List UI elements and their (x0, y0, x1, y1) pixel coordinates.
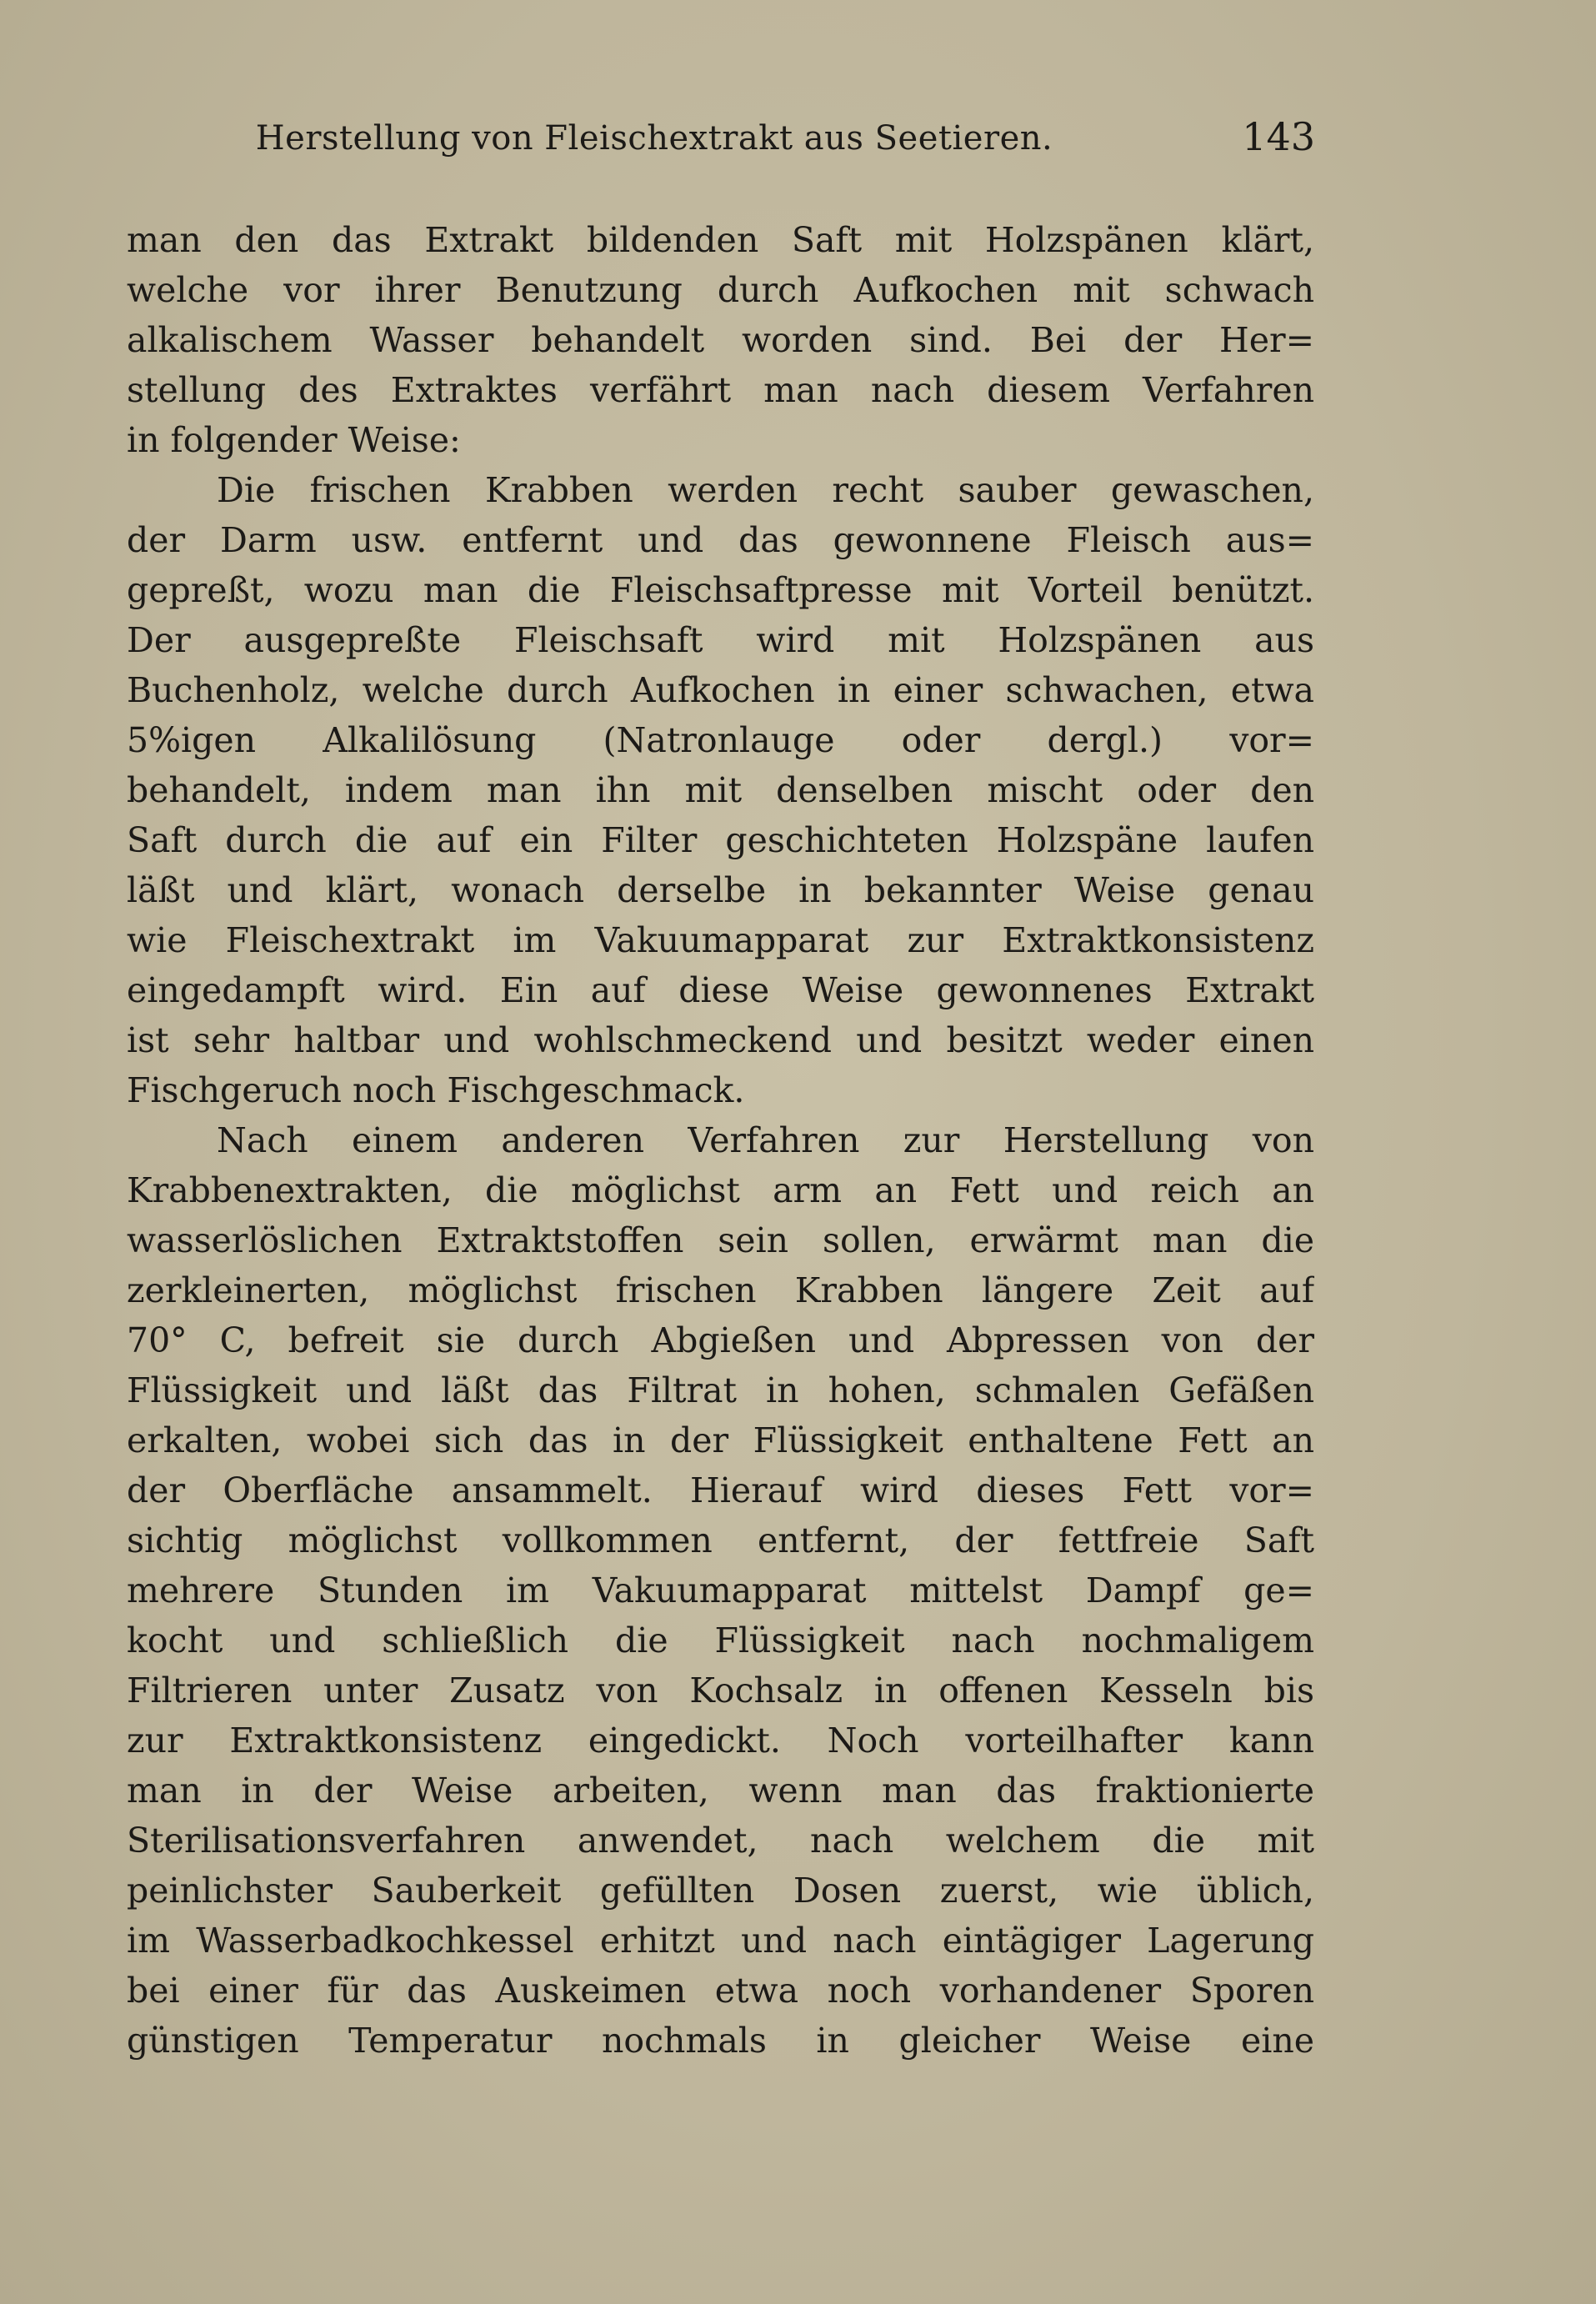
text-line: Buchenholz, welche durch Aufkochen in einer schwachen, etwa (127, 670, 1314, 710)
text-line: Der ausgepreßte Fleischsaft wird mit Holzspänen aus (127, 620, 1314, 660)
text-line: günstigen Temperatur nochmals in gleicher Weise eine (127, 2021, 1314, 2061)
text-line: gepreßt, wozu man die Fleischsaftpresse mit Vorteil benützt. (127, 570, 1314, 610)
text-line: läßt und klärt, wonach derselbe in bekannter Weise genau (127, 870, 1314, 910)
page-number: 143 (1242, 114, 1315, 159)
text-line: zerkleinerten, möglichst frischen Krabben längere Zeit auf (127, 1270, 1314, 1310)
body-text (127, 215, 1314, 2066)
text-line: behandelt, indem man ihn mit denselben mischt oder den (127, 770, 1314, 810)
text-line: Filtrieren unter Zusatz von Kochsalz in offenen Kesseln bis (127, 1670, 1314, 1710)
text-line: mehrere Stunden im Vakuumapparat mittelst Dampf ge= (127, 1570, 1314, 1610)
text-line: peinlichster Sauberkeit gefüllten Dosen zuerst, wie üblich, (127, 1871, 1314, 1911)
text-line: erkalten, wobei sich das in der Flüssigkeit enthaltene Fett an (127, 1420, 1314, 1460)
text-line: Saft durch die auf ein Filter geschichteten Holzspäne laufen (127, 820, 1314, 860)
text-line: kocht und schließlich die Flüssigkeit nach nochmaligem (127, 1620, 1314, 1660)
text-line: Sterilisationsverfahren anwendet, nach welchem die mit (127, 1821, 1314, 1861)
text-line: im Wasserbadkochkessel erhitzt und nach eintägiger Lagerung (127, 1921, 1314, 1961)
text-line: eingedampft wird. Ein auf diese Weise gewonnenes Extrakt (127, 970, 1314, 1010)
text-line: 70° C, befreit sie durch Abgießen und Abpressen von der (127, 1320, 1314, 1360)
text-line: der Oberfläche ansammelt. Hierauf wird dieses Fett vor= (127, 1470, 1314, 1510)
text-line: welche vor ihrer Benutzung durch Aufkochen mit schwach (127, 270, 1314, 310)
text-line: ist sehr haltbar und wohlschmeckend und besitzt weder einen (127, 1020, 1314, 1060)
text-line: Krabbenextrakten, die möglichst arm an Fett und reich an (127, 1170, 1314, 1210)
text-line: in folgender Weise: (127, 420, 461, 460)
text-line: bei einer für das Auskeimen etwa noch vorhandener Sporen (127, 1971, 1314, 2011)
text-line: 5%igen Alkalilösung (Natronlauge oder dergl.) vor= (127, 720, 1314, 760)
text-line: sichtig möglichst vollkommen entfernt, der fettfreie Saft (127, 1520, 1314, 1560)
text-line: man den das Extrakt bildenden Saft mit Holzspänen klärt, (127, 220, 1314, 260)
running-title: Herstellung von Fleischextrakt aus Seetieren. (255, 119, 1053, 158)
text-line: stellung des Extraktes verfährt man nach diesem Verfahren (127, 370, 1314, 410)
text-line: wasserlöslichen Extraktstoffen sein sollen, erwärmt man die (127, 1220, 1314, 1260)
text-line: Flüssigkeit und läßt das Filtrat in hohen, schmalen Gefäßen (127, 1370, 1314, 1410)
text-line: zur Extraktkonsistenz eingedickt. Noch vorteilhafter kann (127, 1720, 1314, 1761)
text-line: alkalischem Wasser behandelt worden sind. Bei der Her= (127, 320, 1314, 360)
text-line: Fischgeruch noch Fischgeschmack. (127, 1070, 745, 1110)
paragraph-start-line: Die frischen Krabben werden recht sauber gewaschen, (217, 470, 1314, 510)
text-line: der Darm usw. entfernt und das gewonnene Fleisch aus= (127, 520, 1314, 560)
paragraph-start-line: Nach einem anderen Verfahren zur Herstellung von (217, 1120, 1314, 1160)
text-line: wie Fleischextrakt im Vakuumapparat zur Extraktkonsistenz (127, 920, 1314, 960)
text-line: man in der Weise arbeiten, wenn man das fraktionierte (127, 1771, 1314, 1811)
